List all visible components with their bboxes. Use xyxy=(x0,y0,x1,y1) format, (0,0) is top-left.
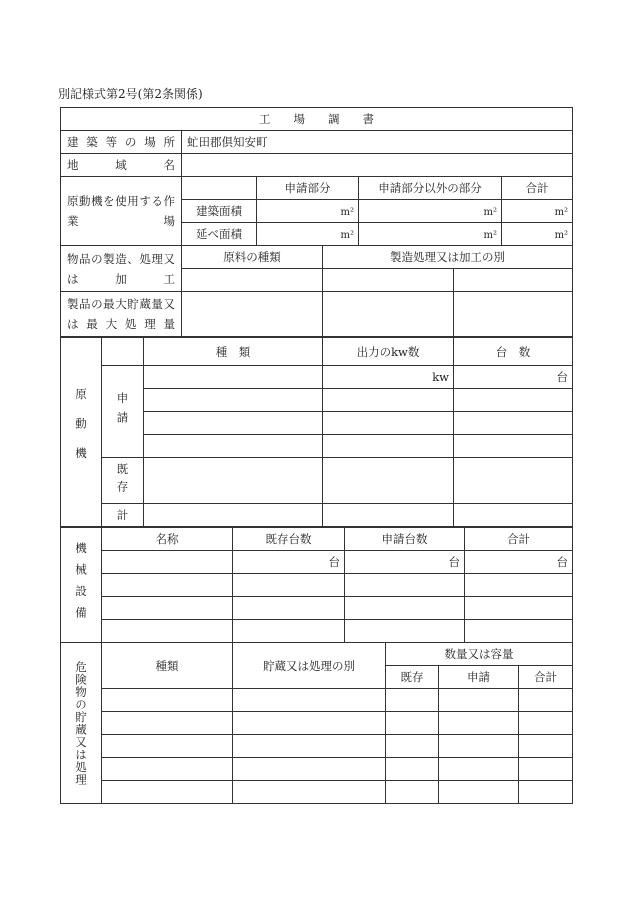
motor-header-blank xyxy=(102,338,144,366)
hazard-type-4[interactable] xyxy=(102,758,233,781)
machine-total-1[interactable]: 台 xyxy=(465,551,573,574)
motor-apply-kw-1[interactable]: kw xyxy=(323,366,454,389)
storage-label: 製品の最大貯蔵量又は最大処理量 xyxy=(61,292,182,337)
motor-apply-type-3[interactable] xyxy=(144,412,323,435)
motor-table xyxy=(60,337,573,527)
motor-apply-kw-2[interactable] xyxy=(323,389,454,412)
machine-apply-2[interactable] xyxy=(345,574,465,597)
hazard-apply-2[interactable] xyxy=(439,712,519,735)
process-cell-1[interactable] xyxy=(323,269,454,292)
motor-total-type[interactable] xyxy=(144,504,323,527)
motor-type-header: 種 類 xyxy=(144,338,323,366)
motor-total-kw[interactable] xyxy=(323,504,454,527)
area-label: 地域名 xyxy=(61,154,182,177)
hazard-total-4[interactable] xyxy=(519,758,573,781)
hazard-type-1[interactable] xyxy=(102,689,233,712)
motor-label: 原動機 xyxy=(61,338,102,527)
hazard-apply-3[interactable] xyxy=(439,735,519,758)
machine-existing-2[interactable] xyxy=(233,574,345,597)
form-number-heading: 別記様式第2号(第2条関係) xyxy=(58,87,203,101)
hazard-existing-3[interactable] xyxy=(386,735,439,758)
process-cell-2[interactable] xyxy=(454,269,573,292)
machine-total-3[interactable] xyxy=(465,597,573,620)
floor-area-other[interactable]: m² xyxy=(359,223,502,246)
products-label: 物品の製造、処理又は加工 xyxy=(61,246,182,292)
motor-apply-label: 申請 xyxy=(102,366,144,458)
hazard-total-2[interactable] xyxy=(519,712,573,735)
hazard-storage-1[interactable] xyxy=(233,689,386,712)
hazard-total-1[interactable] xyxy=(519,689,573,712)
floor-area-applied[interactable]: m² xyxy=(257,223,359,246)
motor-existing-label: 既存 xyxy=(102,458,144,504)
motor-total-count[interactable] xyxy=(454,504,573,527)
hazard-apply-5[interactable] xyxy=(439,781,519,804)
storage-cell-1[interactable] xyxy=(182,292,323,337)
storage-cell-3[interactable] xyxy=(454,292,573,337)
machine-apply-3[interactable] xyxy=(345,597,465,620)
machine-name-header: 名称 xyxy=(102,528,233,551)
hazard-apply-header: 申請 xyxy=(439,666,519,689)
form-title: 工 場 調 書 xyxy=(61,108,573,131)
hazard-existing-2[interactable] xyxy=(386,712,439,735)
site-label: 原動機を使用する作業場 xyxy=(61,177,182,246)
machine-total-header: 合計 xyxy=(465,528,573,551)
hazard-type-header: 種類 xyxy=(102,643,233,689)
motor-apply-type-1[interactable] xyxy=(144,366,323,389)
motor-apply-kw-4[interactable] xyxy=(323,435,454,458)
motor-apply-type-4[interactable] xyxy=(144,435,323,458)
building-area-label: 建築面積 xyxy=(182,200,257,223)
machine-apply-4[interactable] xyxy=(345,620,465,643)
hazard-type-5[interactable] xyxy=(102,781,233,804)
motor-apply-count-4[interactable] xyxy=(454,435,573,458)
hazard-storage-5[interactable] xyxy=(233,781,386,804)
hazard-apply-1[interactable] xyxy=(439,689,519,712)
hazard-type-3[interactable] xyxy=(102,735,233,758)
hazard-total-5[interactable] xyxy=(519,781,573,804)
machine-name-1[interactable] xyxy=(102,551,233,574)
hazard-existing-5[interactable] xyxy=(386,781,439,804)
hazard-total-3[interactable] xyxy=(519,735,573,758)
machine-existing-1[interactable]: 台 xyxy=(233,551,345,574)
process-type-header: 製造処理又は加工の別 xyxy=(323,246,573,269)
hazard-label: 危険物の貯蔵又は処理 xyxy=(61,643,102,804)
site-header-other: 申請部分以外の部分 xyxy=(359,177,502,200)
raw-material-cell[interactable] xyxy=(182,269,323,292)
area-value[interactable] xyxy=(182,154,573,177)
site-header-applied: 申請部分 xyxy=(257,177,359,200)
machine-name-2[interactable] xyxy=(102,574,233,597)
hazard-type-2[interactable] xyxy=(102,712,233,735)
site-header-total: 合計 xyxy=(502,177,573,200)
building-area-other[interactable]: m² xyxy=(359,200,502,223)
machine-name-3[interactable] xyxy=(102,597,233,620)
machine-apply-1[interactable]: 台 xyxy=(345,551,465,574)
machine-apply-header: 申請台数 xyxy=(345,528,465,551)
motor-apply-kw-3[interactable] xyxy=(323,412,454,435)
hazard-storage-3[interactable] xyxy=(233,735,386,758)
building-area-applied[interactable]: m² xyxy=(257,200,359,223)
location-value[interactable]: 虻田郡倶知安町 xyxy=(182,131,573,154)
raw-material-header: 原料の種類 xyxy=(182,246,323,269)
machine-total-4[interactable] xyxy=(465,620,573,643)
factory-info-table xyxy=(60,107,573,246)
hazard-quantity-header: 数量又は容量 xyxy=(386,643,573,666)
motor-existing-count[interactable] xyxy=(454,458,573,504)
hazard-total-header: 合計 xyxy=(519,666,573,689)
floor-area-total[interactable]: m² xyxy=(502,223,573,246)
machine-existing-header: 既存台数 xyxy=(233,528,345,551)
machine-total-2[interactable] xyxy=(465,574,573,597)
machine-table xyxy=(60,527,573,643)
hazard-storage-header: 貯蔵又は処理の別 xyxy=(233,643,386,689)
motor-existing-type[interactable] xyxy=(144,458,323,504)
machine-label: 機械設備 xyxy=(61,528,102,643)
machine-existing-4[interactable] xyxy=(233,620,345,643)
building-area-total[interactable]: m² xyxy=(502,200,573,223)
hazard-existing-header: 既存 xyxy=(386,666,439,689)
motor-apply-count-3[interactable] xyxy=(454,412,573,435)
products-table xyxy=(60,245,573,337)
hazard-storage-2[interactable] xyxy=(233,712,386,735)
hazard-storage-4[interactable] xyxy=(233,758,386,781)
motor-apply-type-2[interactable] xyxy=(144,389,323,412)
motor-count-header: 台 数 xyxy=(454,338,573,366)
site-header-blank xyxy=(182,177,257,200)
location-label: 建築等の場所 xyxy=(61,131,182,154)
motor-total-label: 計 xyxy=(102,504,144,527)
machine-existing-3[interactable] xyxy=(233,597,345,620)
hazard-table xyxy=(60,642,573,804)
motor-kw-header: 出力のkw数 xyxy=(323,338,454,366)
storage-cell-2[interactable] xyxy=(323,292,454,337)
hazard-existing-1[interactable] xyxy=(386,689,439,712)
motor-existing-kw[interactable] xyxy=(323,458,454,504)
motor-apply-count-2[interactable] xyxy=(454,389,573,412)
machine-name-4[interactable] xyxy=(102,620,233,643)
motor-apply-count-1[interactable]: 台 xyxy=(454,366,573,389)
floor-area-label: 延べ面積 xyxy=(182,223,257,246)
hazard-apply-4[interactable] xyxy=(439,758,519,781)
hazard-existing-4[interactable] xyxy=(386,758,439,781)
